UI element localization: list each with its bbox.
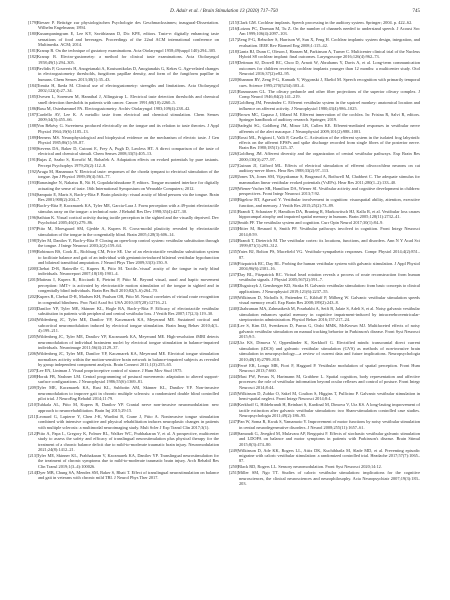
reference-text: Sathian K. Visual cortical activity during tactile perception in the sighted and the visually deprived. Dev Psychobiol 2005;46(3):279–86. <box>37 214 219 226</box>
reference-text: Tyler ME, Kaczmarek KA, Rust KL, Subbotin AM, Skinner KL, Danilov YP. Non-invasive neuromodulation to improve gait in chronic multiple sclerosis: a randomized double blind controlled pilot trial. J NeuroEng Rehabil 2014;11:79. <box>37 385 219 402</box>
reference-number: [196] <box>28 214 38 220</box>
reference-text: Ghahraman MA, Zahmatkesh M, Pourbakht A, Seifi B, Jalaie S, Adeli S, et al. Noisy galvanic vestibular stimulation enhances spatial memory in cognitive impairment-induced by intracerebroventricular-streptozotocin administration. Physiol Behav 2016;157:217–24. <box>238 306 420 323</box>
reference-text: Bigelow RT, Agrawal Y. Vestibular involvement in cognition: visuospatial ability, attention, executive function, and memory. J Vestib Res 2015;25(2):73–89. <box>238 197 420 208</box>
reference-text: Jones TA, Jones SM, Vijayakumar S, Brugeaud A, Bothwell M, Chabbert C. The adequate stimulus for mammalian linear vestibular evoked potentials (VsEPs). Hear Res 2011;280(1–2):133–40. <box>238 174 420 185</box>
reference-list-left <box>28 20 219 481</box>
reference-text: Guinan JJ, Gifford ML. Effects of electrical stimulation of efferent olivocochlear neurons on cat auditory-nerve fibers. Hear Res 1988;33(2):97–113. <box>238 162 420 174</box>
reference-item <box>229 60 420 76</box>
reference-text: Ferrè ER, Longo MR, Fiori F, Haggard P. Vestibular modulation of spatial perception. Front Hum Neurosci 2013;7:660. <box>238 362 420 373</box>
reference-text: Krarup B. On the technique of gustatory examinations. Acta Otolaryngol 1958;49(suppl 140):294–305. <box>37 48 217 54</box>
reference-number: [213] <box>28 453 38 459</box>
reference-text: Tyler ME, Skinner KL, Prabhakaran V, Kaczmarek KA, Danilov YP. Translingual neurostimulation for the treatment of chronic symptoms due to mild-to-moderate traumatic brain injury. Arch Rehabil Res Clin Transl 2019;1(3–4):100026. <box>37 453 219 469</box>
reference-number: [232] <box>229 220 239 226</box>
reference-text: Von Békésy G. Sweetness produced electrically on the tongue and its relation to taste theories. J Appl Physiol 1964;19(6):1105–13. <box>37 123 219 134</box>
reference-text: Gantz BJ, Dunn C, Oleson J, Hansen M, Parkinson A, Turner C. Multicenter clinical trial of the Nucleus Hybrid S8 cochlear implant: final outcomes. Laryngoscope 2016;126(4):962–73. <box>238 48 420 60</box>
reference-item <box>28 54 219 65</box>
reference-number: [226] <box>229 151 239 157</box>
reference-number: [190] <box>28 145 38 151</box>
reference-item <box>28 203 219 214</box>
reference-number: [215] <box>229 20 239 25</box>
reference-item <box>28 470 219 481</box>
reference-text: Wilkinson D, Zubko O, Sakel M, Coulton S, Higgins T, Pullicino P. Galvanic vestibular stimulation in hemi-spatial neglect. Front Integr Neurosci 2014;8:4. <box>238 390 420 402</box>
reference-item <box>28 368 219 373</box>
reference-text: Pan W, Soma R, Kwak S, Yamamoto Y. Improvement of motor functions by noisy vestibular stimulation in central neurodegenerative disorders. J Neurol 2008;255(11):1657–61. <box>238 419 420 430</box>
reference-number: [193] <box>28 180 38 186</box>
reference-number: [231] <box>229 208 239 214</box>
reference-item <box>229 197 420 208</box>
reference-text: Basu M, Osterhammel PA. Electrogustometry. Archiv Otolaryngol 1983;109(4):238–42. <box>37 105 191 111</box>
reference-item <box>28 294 219 305</box>
reference-number: [197] <box>28 226 38 232</box>
reference-text: Kupers R, Chebat D-R, Madsen KH, Paulson OB, Ptito M. Neural correlates of virtual route recognition in congenital blindness. Proc Natl Acad Sci USA 2010;107(28):12716–21. <box>37 294 219 305</box>
reference-number: [222] <box>229 100 239 106</box>
reference-text: Sampaio E, Maris S, Bach-y-Rita P. Brain plasticity: visual acuity of blind persons via the tongue. Brain Res 2001;908(2):204–7. <box>37 191 219 203</box>
reference-number: [251] <box>229 470 239 476</box>
reference-text: Loizou PC, Dorman M, Tu Z. On the number of channels needed to understand speech. J Acoust Soc Am 1999;106(4):2097–103. <box>238 26 420 37</box>
reference-text: Wildenberg JC, Tyler ME, Danilov YP, Kaczmarek KA, Meyerand ME. Sustained cortical and subcortical neuromodulation induced by electrical tongue stimulation. Brain Imag Behav 2010;4(3–4):199–211. <box>37 317 219 334</box>
reference-text: Zeng F-G, Rebscher S, Harrison W, Sun X, Feng H. Cochlear implants: system design, integration, and evaluation. IEEE Rev Biomed Eng 2008;1:115–42. <box>238 37 420 48</box>
reference-number: [250] <box>229 464 239 470</box>
reference-item <box>28 453 219 469</box>
reference-item <box>28 20 219 31</box>
reference-item <box>28 385 219 401</box>
reference-item <box>28 334 219 350</box>
reference-text: Goldberg JM. Afferent diversity and the organization of central vestibular pathways. Exp Brain Res 2000;130(3):277–97. <box>238 151 420 162</box>
reference-number: [247] <box>229 419 239 425</box>
reference-number: [209] <box>28 385 38 391</box>
reference-number: [217] <box>229 37 239 43</box>
reference-item <box>28 238 219 249</box>
reference-text: Hitier M, Besnard S, Smith PF. Vestibular pathways involved in cognition. Front Integr Neurosci 2014;8:59. <box>238 226 420 237</box>
reference-number: [235] <box>229 249 239 255</box>
reference-item <box>28 157 219 168</box>
reference-item <box>229 49 420 60</box>
reference-text: Aruga M, Hanamura Y. Electrical taste: responses of the chorda tympani to electrical stimulation of the tongue. Jpn J Physiol 1989;39(4):563–77. <box>37 168 219 180</box>
reference-item <box>229 123 420 134</box>
reference-text: Ptito A, Papa L, Gregory K, Folmer RL, Walker WC, Prabhakaran V, et al. A prospective, multicenter study to assess the safety and efficacy of translingual neurostimulation plus physical therapy for the treatment of a chronic balance deficit due to mild-to-moderate traumatic brain injury. Neuromodulation 2021;24(8):1412–21. <box>37 430 219 453</box>
reference-number: [245] <box>229 390 239 396</box>
reference-item <box>229 77 420 88</box>
reference-text: Mast FW, Preuss N, Hartmann M, Grabherr L. Spatial cognition, body representation and affective processes: the role of vestibular information beyond ocular reflexes and control of posture. Front Integr Neurosci 2014;8:44. <box>238 373 420 390</box>
reference-item <box>229 100 420 111</box>
reference-number: [185] <box>28 94 38 100</box>
reference-number: [225] <box>229 134 239 140</box>
reference-text: Herness MS. Neurophysiological and biophysical evidence on the mechanism of electric taste. J Gen Physiol 1985;86(1):59–87. <box>37 134 219 145</box>
reference-item <box>229 249 420 260</box>
reference-number: [191] <box>28 157 38 163</box>
reference-number: [192] <box>28 168 38 174</box>
reference-number: [219] <box>229 60 239 66</box>
reference-item <box>229 261 420 272</box>
reference-item <box>229 374 420 390</box>
reference-number: [179] <box>28 20 38 25</box>
reference-item <box>28 112 219 123</box>
reference-number: [221] <box>229 88 239 94</box>
reference-item <box>229 306 420 322</box>
reference-number: [206] <box>28 351 38 357</box>
reference-item <box>229 464 420 469</box>
reference-item <box>28 431 219 453</box>
reference-number: [214] <box>28 469 38 475</box>
reference-text: Sadeghi SG, Goldberg JM, Minor LB, Cullen KE. Efferent-mediated responses in vestibular nerve afferents of the alert macaque. J Neurophysiol 2009;101(2):988–1001. <box>238 123 420 134</box>
reference-text: Brandt T, Dieterich M. The vestibular cortex: its locations, functions, and disorders. Ann N Y Acad Sci 1999;871(1):293–312. <box>238 237 420 249</box>
reference-number: [208] <box>28 373 38 379</box>
reference-text: Kusumpaningrum E, Lee KY, Savithianan D, Dic KPE, editors. Taste-e: digitally enhancing taste sensations of food and beverages. Proceedings of the 22nd ACM international conference on Multimedia. ACM; 2014. <box>37 31 219 48</box>
page-number: 745 <box>412 8 420 14</box>
reference-text: Lee EN, Lintman J. Visual proprioceptive control of stance. J Hum Mov Stud 1975. <box>37 367 183 373</box>
reference-item <box>229 26 420 37</box>
reference-item <box>229 238 420 249</box>
reference-number: [187] <box>28 111 38 117</box>
reference-item <box>28 169 219 180</box>
reference-text: Leonard G, Lapierre Y, Chen J-K, Wardini R, Crane J, Ptito A. Noninvasive tongue stimulation combined with intensive cognitive and physical rehabilitation induces neuroplastic changes in patients with multiple sclerosis: a multimodal neuroimaging study. Mult Scler J Exp Transl Clin 2017;3(1). <box>37 413 219 430</box>
reference-item <box>229 363 420 374</box>
reference-number: [182] <box>28 54 38 60</box>
reference-text: Dettman SJ, Dowell RC, Choo D, Arnott W, Abrahams Y, Davis A, et al. Long-term communication outcomes for children receiving cochlear implants younger than 12 months: a multicenter study. Otol Neurotol 2016;37(2):e82–95. <box>238 60 420 77</box>
reference-item <box>229 272 420 283</box>
reference-text: Matteau I, Kupers R, Ricciardi E, Pietrini P, Ptito M. Beyond visual, aural and haptic movement perception: hMT+ is activated by electrotactile motion stimulation of the tongue in sighted and in congenitally blind individuals. Brain Res Bull 2010;82(5–6):264–70. <box>37 277 219 294</box>
reference-number: [202] <box>28 294 38 300</box>
reference-text: Kerkhoff G, Hildebrandt H, Reinhart S, Kardinal M, Dimova V, Utz KS. A long-lasting improvement of tactile extinction after galvanic vestibular stimulation: two Sham-stimulation controlled case studies. Neuropsychologia 2011;49(2):186–95. <box>238 402 420 419</box>
reference-text: Wilkinson D, Nicholls S, Pattenden C, Kilduff P, Milberg W. Galvanic vestibular stimulation speeds visual memory recall. Exp Brain Res 2008;189(2):243–8. <box>238 294 420 306</box>
reference-item <box>28 374 219 385</box>
reference-number: [237] <box>229 271 239 277</box>
reference-text: Dyer MB, Chung SA, Mendez SM, Baker S, Bhatt T. Effect of translingual neurostimulation on balance and gait in veterans with chronic mild TBI. J Neurol Phys Ther 2017. <box>37 469 219 481</box>
reference-text: Krarup B. Electro-gustometry: a method for clinical taste examinations. Acta Otolaryngol 1958;49(1):294–305. <box>37 54 219 65</box>
reference-number: [229] <box>229 185 239 191</box>
reference-item <box>28 277 219 293</box>
reference-number: [211] <box>28 413 38 419</box>
reference-text: Ptito M, Moesgaard SM, Gjedde A, Kupers R. Cross-modal plasticity revealed by electrotactile stimulation of the tongue in the congenitally blind. Brain 2005;128(3):606–14. <box>37 226 219 237</box>
reference-text: Brown MC, Gapaso J, Iffland M. Efferent innervation of the cochlea. In: Frisina R, Salvi R, editors. Springer handbook of auditory research. Springer; 2019. <box>238 111 420 123</box>
right-column <box>229 20 420 594</box>
reference-item <box>28 66 219 82</box>
reference-text: Rasmussen GL. The olivary peduncle and other fiber projections of the superior olivary complex. J Comp Neurol 1946;84(2):141–219. <box>238 88 420 100</box>
reference-number: [228] <box>229 174 239 180</box>
reference-item <box>229 402 420 418</box>
reference-item <box>229 419 420 430</box>
reference-item <box>229 163 420 174</box>
reference-item <box>28 226 219 237</box>
reference-item <box>229 226 420 237</box>
reference-item <box>229 209 420 220</box>
reference-item <box>229 431 420 447</box>
reference-number: [183] <box>28 65 38 71</box>
reference-text: Clark GM. Cochlear implants. Speech processing in the auditory system. Springer; 2004. p. 422–62. <box>238 20 413 25</box>
reference-number: [244] <box>229 373 239 379</box>
reference-item <box>28 123 219 134</box>
reference-list-right <box>229 20 420 487</box>
reference-text: Smith PF. The vestibular system and cognition. Curr Opin Neurol 2017;30(1):84–9. <box>238 220 384 226</box>
reference-number: [203] <box>28 305 38 311</box>
reference-number: [240] <box>229 306 239 312</box>
reference-text: Dlugaiczyk J, Gensberger KD, Straka H. Galvanic vestibular stimulation: from basic concepts to clinical applications. J Neurophysiol 2019;121(6):2237–55. <box>238 283 420 294</box>
reference-number: [230] <box>229 197 239 203</box>
reference-number: [199] <box>28 249 38 255</box>
reference-text: Chebat D-R, Rainville C, Kupers R, Ptito M. Tactile–'visual' acuity of the tongue in early blind individuals. Neuroreport 2007;18(18):1901–4. <box>37 265 219 277</box>
reference-item <box>28 192 219 203</box>
reference-item <box>28 180 219 191</box>
reference-item <box>229 20 420 25</box>
left-column <box>28 20 219 594</box>
reference-number: [200] <box>28 265 38 271</box>
reference-number: [227] <box>229 162 239 168</box>
reference-item <box>229 186 420 197</box>
reference-number: [205] <box>28 334 38 340</box>
reference-number: [210] <box>28 402 38 408</box>
reference-text: Yates BJ, Bolton PS, Macefield VG. Vestibulo-sympathetic responses. Compr Physiol 2014;4(2):851–87. <box>238 249 420 260</box>
reference-text: Ovesen L, Sorensen M, Hannibal J, Allingstrup L. Electrical taste detection thresholds and chemical smell detection thresholds in patients with cancer. Cancer 1991;68(10):2260–5. <box>37 94 219 105</box>
reference-text: Wildenberg JC, Tyler ME, Danilov YP, Kaczmarek KA, Meyerand ME. High-resolution fMRI detects neuromodulation of individual brainstem nuclei by electrical tongue stimulation in balance-impaired individuals. Neuroimage 2011;56(4):2129–37. <box>37 334 219 351</box>
reference-item <box>229 37 420 48</box>
reference-item <box>229 174 420 185</box>
reference-number: [181] <box>28 48 38 54</box>
reference-item <box>28 135 219 146</box>
reference-item <box>229 323 420 339</box>
reference-item <box>229 340 420 362</box>
reference-number: [218] <box>229 48 239 54</box>
reference-item <box>28 94 219 105</box>
reference-text: Bujas Z, Szabo S, Kovačić M, Rohaček A. Adaptation effects on evoked potentials by pure tastants. Percept Psychophys 1979;25(2):112–8. <box>37 157 219 168</box>
reference-text: Wiener-Vacher SR, Hamilton DA, Wiener SI. Vestibular activity and cognitive development in children: perspectives. Front Integr Neurosci 2013;7:92. <box>238 185 420 197</box>
reference-number: [198] <box>28 237 38 243</box>
reference-text: Wildenberg JC, Tyler ME, Danilov YP, Kaczmarek KA, Meyerand ME. Electrical tongue stimulation normalizes activity within the motion-sensitive brain network in balance-impaired subjects as revealed by group independent component analysis. Brain Connect 2011;1(3):255–65. <box>37 351 219 367</box>
reference-item <box>229 220 420 225</box>
reference-item <box>229 135 420 151</box>
reference-text: Day BL, Fitzpatrick RC. Virtual head rotation reveals a process of route reconstruction from human vestibular signals. J Physiol 2005;567(2):591–7. <box>238 271 420 283</box>
reference-number: [248] <box>229 430 239 436</box>
reference-item <box>28 31 219 47</box>
reference-text: Goldberg JM, Fernández C. Efferent vestibular system in the squirrel monkey: anatomical location and influence on afferent activity. J Neurophysiol 1980;43(4):986–1025. <box>238 100 420 111</box>
reference-number: [233] <box>229 226 239 232</box>
running-header <box>28 6 420 16</box>
reference-text: Cardello AV, Lee K. A metallic taste from electrical and chemical stimulation. Chem Senses 2009;34(5):455–66. <box>37 111 219 123</box>
reference-item <box>229 391 420 402</box>
reference-number: [195] <box>28 203 38 209</box>
reference-text: Bach-y-Rita P, Kaczmarek KA, Tyler ME, Garcia-Lara J. Form perception with a 49-point electrotactile stimulus array on the tongue: a technical note. J Rehabil Res Dev 1998;35(4):427–30. <box>37 203 219 214</box>
reference-text: Stevens DA, Baker D, Cutroni E, Frey A, Pugh D, Lawless HT. A direct comparison of the taste of electrical and chemical stimuli. Chem Senses 2008;33(5):405–13. <box>37 145 219 157</box>
reference-number: [201] <box>28 277 38 283</box>
reference-text: Ranasinghe N, Nakatsu R, Nii H, Gopalakrishnakone P, editors. Tongue mounted interface for digitally actuating the sense of taste. 16th International Symposium on Wearable Computers; 2012. <box>37 180 219 191</box>
reference-number: [194] <box>28 191 38 197</box>
reference-item <box>229 295 420 306</box>
reference-text: Brandt T, Schautzer F, Hamilton DA, Bruning R, Markowitsch HJ, Kalla R, et al. Vestibular loss causes hippocampal atrophy and impaired spatial memory in humans. Brain 2005;128(11):2732–41. <box>238 208 420 220</box>
reference-number: [216] <box>229 26 239 31</box>
reference-text: Lee S, Kim DJ, Svenkeson D, Parras G, Oishi MMK, McKeown MJ. Multifaceted effects of noisy galvanic vestibular stimulation on manual tracking behavior in Parkinson's disease. Front Syst Neurosci 2015;9:5. <box>238 323 420 340</box>
reference-text: Tomita H, Ikeda M. Clinical use of electrogustometry: strengths and limitations. Acta Otolaryngol 2002;122(4):27–34. <box>37 82 219 94</box>
reference-item <box>229 283 420 294</box>
reference-item <box>28 402 219 413</box>
reference-number: [234] <box>229 237 239 243</box>
reference-text: Wilkinson D, Ade KK, Rogers LL, Attix DK, Kuchibhatla M, Slade MD, et al. Preventing episodic migraine with caloric vestibular stimulation: a randomized controlled trial. Headache 2017;57(7):1065–87. <box>238 447 420 464</box>
reference-item <box>28 146 219 157</box>
reference-item <box>28 317 219 333</box>
reference-number: [207] <box>28 367 38 373</box>
reference-number: [188] <box>28 123 38 129</box>
reference-item <box>28 249 219 265</box>
reference-number: [241] <box>229 323 239 329</box>
reference-item <box>229 448 420 464</box>
reference-text: Fitzpatrick RC, Day BL. Probing the human vestibular system with galvanic stimulation. J Appl Physiol 2004;96(6):2301–16. <box>238 260 420 271</box>
reference-number: [242] <box>229 340 239 346</box>
reference-number: [204] <box>28 317 38 323</box>
reference-number: [184] <box>28 82 38 88</box>
reference-text: Rossi ML, Prigioni I, Valli P, Casella C. Activation of the efferent system in the isolated frog labyrinth: effects on the afferent EPSPs and spike discharge recorded from single fibres of the posterior nerve. Brain Res 1980;185(1):125–37. <box>238 134 420 151</box>
reference-number: [249] <box>229 447 239 453</box>
reference-text: Danilov YP, Tyler ME, Skinner KL, Hogle RA, Bach-y-Rita P. Efficacy of electrotactile vestibular substitution in patients with peripheral and central vestibular loss. J Vestib Res 2007;17(2,3):119–30. <box>37 305 219 317</box>
reference-number: [238] <box>229 283 239 289</box>
reference-item <box>229 470 420 486</box>
reference-number: [180] <box>28 31 38 37</box>
reference-number: [236] <box>229 260 239 266</box>
reference-text: Samoudi G, Jivegård M, Mulavara AP, Bergquist F. Effects of stochastic vestibular galvanic stimulation and LDOPA on balance and motor symptoms in patients with Parkinson's disease. Brain Stimul 2015;8(3):474–80. <box>238 430 420 447</box>
reference-item <box>28 215 219 226</box>
reference-item <box>28 106 219 111</box>
reference-item <box>28 306 219 317</box>
reference-number: [212] <box>28 430 38 436</box>
reference-number: [220] <box>229 77 239 83</box>
reference-text: Shannon RV, Zeng F-G, Kamath V, Wygonski J, Ekelid M. Speech recognition with primarily temporal cues. Science 1995;270(5234):303–4. <box>238 77 420 88</box>
reference-number: [224] <box>229 123 239 129</box>
reference-number: [186] <box>28 105 38 111</box>
reference-number: [243] <box>229 362 239 368</box>
reference-item <box>229 89 420 100</box>
reference-text: Miller SM, Ngo TT. Studies of caloric vestibular stimulation: implications for the cognitive neurosciences, the clinical neurosciences and neurophilosophy. Acta Neuropsychiatr 2007;19(3):183–203. <box>238 470 420 487</box>
reference-number: [239] <box>229 294 239 300</box>
reference-text: Robinson BS, Cook JL, Richburg CM, Price SE. Use of an electrotactile vestibular substitution system to facilitate balance and gait of an individual with gentamicin-induced bilateral vestibular hypofunction and bilateral transtibial amputation. J Neurol Phys Ther 2009;33(3):150–9. <box>37 249 219 265</box>
reference-text: Pavlidis P, Gouveris H, Anogeianaki A, Koutsonikolas D, Anogianakis G, Kekes G. Age-related changes in electrogustometry thresholds, fungiform papillae density, and form of the fungiform papillae in humans. Chem Senses 2013;38(1):35–43. <box>37 65 219 82</box>
reference-item <box>229 112 420 123</box>
reference-number: [223] <box>229 111 239 117</box>
reference-item <box>229 151 420 162</box>
reference-text: Riesser P. Beiträge zur physiologischen Psychologie des Geschmackssinnes; inaugural-Dissertation. Wilhelm Engelmann; 1894. <box>37 20 219 31</box>
reference-item <box>28 83 219 94</box>
reference-item <box>28 48 219 53</box>
journal-citation: D. Adair et al. / Brain Stimulation 13 (2020) 717–750 <box>170 8 278 14</box>
reference-text: Utz KS, Dimova V, Oppenländer K, Kerkhoff G. Electrified minds: transcranial direct current stimulation (tDCS) and galvanic vestibular stimulation (GVS) as methods of non-invasive brain stimulation in neuropsychology—a review of current data and future implications. Neuropsychologia 2010;48(10):2789–810. <box>238 340 420 362</box>
reference-item <box>28 414 219 430</box>
reference-number: [246] <box>229 402 239 408</box>
reference-text: Horak FB, Nashner LM. Central programming of postural movements: adaptation to altered support-surface configurations. J Neurophysiol 1986;55(6):1369–81. <box>37 373 219 385</box>
reference-item <box>28 266 219 277</box>
reference-text: Tuhkala AL, Ptito M, Kupers R, Danilov YP. Cranial nerve non-invasive neuromodulation: new approach to neurorehabilitation. Brain Inj 2015;29:15. <box>37 402 219 413</box>
reference-item <box>28 351 219 367</box>
reference-number: [189] <box>28 134 38 140</box>
references-columns <box>28 20 420 594</box>
reference-text: Black RD, Rogers LL. Sensory neuromodulation. Front Syst Neurosci 2020;14:12. <box>238 464 382 470</box>
reference-text: Tyler M, Danilov Y, Bach-y-Rita P. Closing an open-loop control system: vestibular substitution through the tongue. J Integr Neurosci 2003;2(2):159–64. <box>37 237 219 249</box>
